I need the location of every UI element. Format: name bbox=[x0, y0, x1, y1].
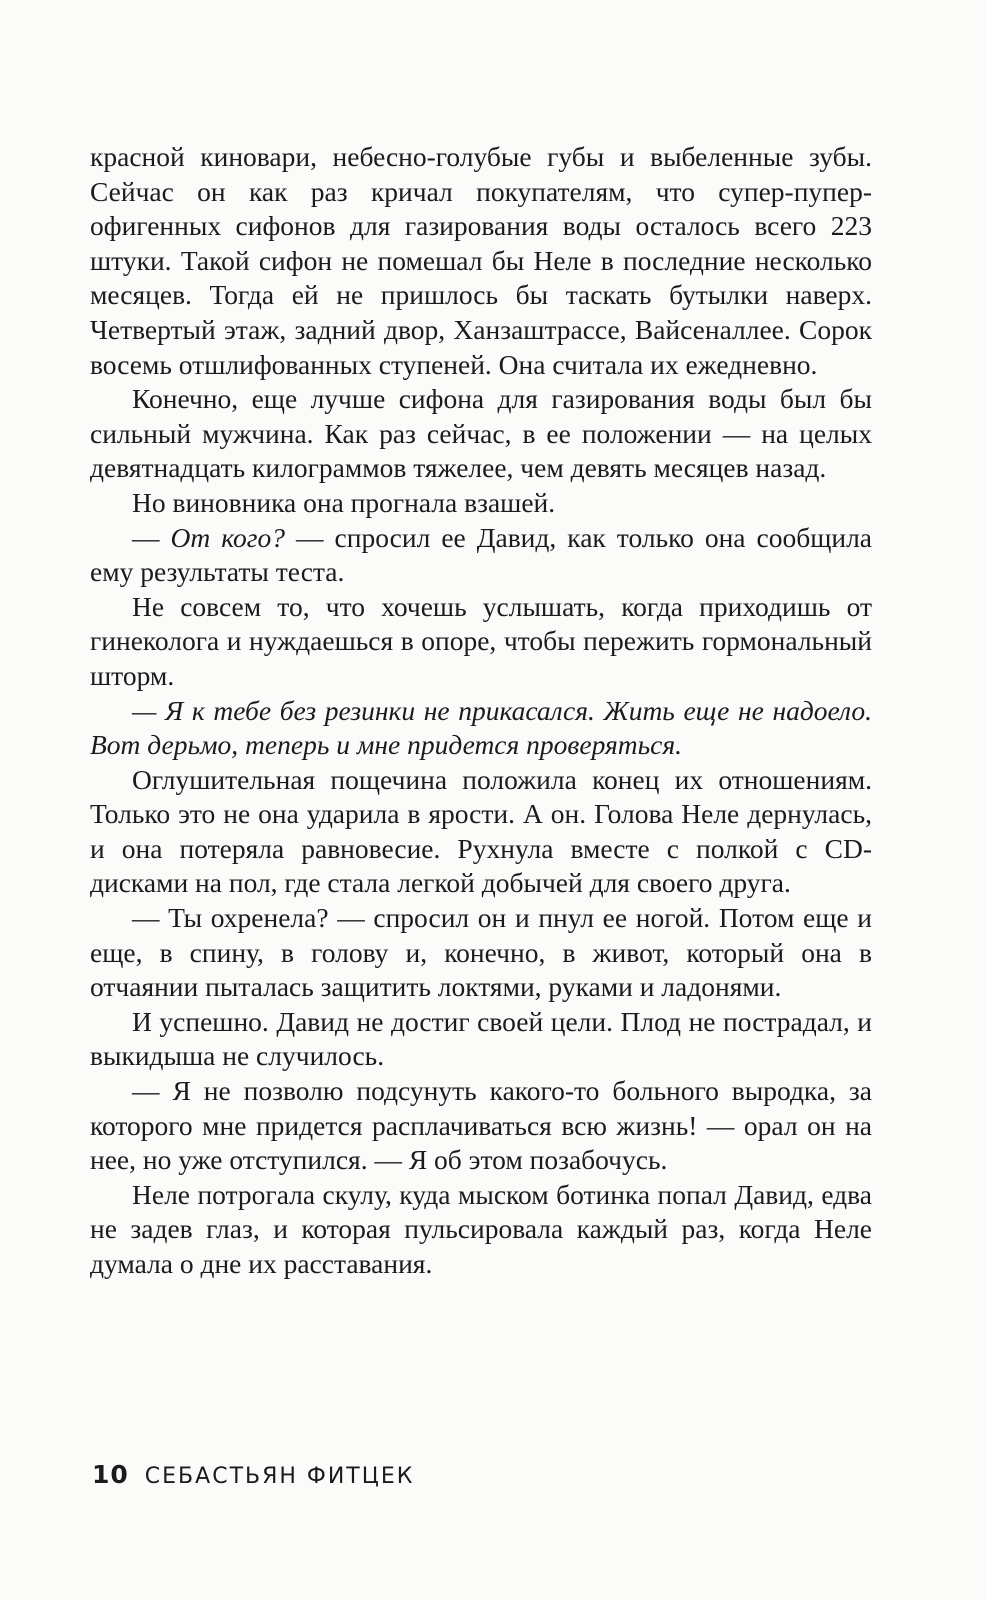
dialogue-dash: — bbox=[132, 521, 160, 553]
paragraph: И успешно. Давид не достиг своей цели. Плод не пострадал, и выкидыша не случилось. bbox=[90, 1005, 872, 1072]
italic-speech: От кого? bbox=[170, 521, 286, 553]
italic-speech: — Я к тебе без резинки не прикасался. Жить еще не надоело. Вот дерьмо, теперь и мне придется проверяться. bbox=[90, 694, 872, 761]
page-body bbox=[90, 140, 872, 1282]
paragraph: Конечно, еще лучше сифона для газирования воды был бы сильный мужчина. Как раз сейчас, в ее положении — на целых девятнадцать килограммов тяжелее, чем девять месяцев назад. bbox=[90, 383, 872, 484]
paragraph: Не совсем то, что хочешь услышать, когда приходишь от гинеколога и нуждаешься в опоре, чтобы пережить гормональный шторм. bbox=[90, 590, 872, 691]
page-footer bbox=[92, 1460, 414, 1490]
paragraph: красной киновари, небесно-голубые губы и выбеленные зубы. Сейчас он как раз кричал покупателям, что супер-пупер-офигенных сифонов для газирования воды осталось всего 223 штуки. Такой сифон не помешал бы Неле в последние несколько месяцев. Тогда ей не пришлось бы таскать бутылки наверх. Четвертый этаж, задний двор, Ханзаштрассе, Вайсеналлее. Сорок восемь отшлифованных ступеней. Она считала их ежедневно. bbox=[90, 141, 872, 380]
paragraph: Но виновника она прогнала взашей. bbox=[132, 486, 556, 518]
paragraph: Оглушительная пощечина положила конец их отношениям. Только это не она ударила в ярости. А он. Голова Неле дернулась, и она потеряла равновесие. Рухнула вместе с полкой с CD-дисками на пол, где стала легкой добычей для своего друга. bbox=[90, 763, 872, 899]
paragraph: Неле потрогала скулу, куда мыском ботинка попал Давид, едва не задев глаз, и которая пульсировала каждый раз, когда Неле думала о дне их расставания. bbox=[90, 1178, 872, 1279]
running-head: СЕБАСТЬЯН ФИТЦЕК bbox=[144, 1464, 415, 1489]
paragraph: — Ты охренела? — спросил он и пнул ее ногой. Потом еще и еще, в спину, в голову и, конечно, в живот, который она в отчаянии пыталась защитить локтями, руками и ладонями. bbox=[90, 902, 872, 1003]
dialogue-paragraph bbox=[90, 521, 872, 590]
paragraph-rest: — спросил ее Давид, как только она сообщила ему результаты теста. bbox=[90, 521, 873, 588]
paragraph: — Я не позволю подсунуть какого-то больного выродка, за которого мне придется расплачиваться всю жизнь! — орал он на нее, но уже отступился. — Я об этом позабочусь. bbox=[90, 1075, 872, 1176]
italic-paragraph bbox=[90, 694, 872, 763]
page-number: 10 bbox=[92, 1460, 129, 1489]
